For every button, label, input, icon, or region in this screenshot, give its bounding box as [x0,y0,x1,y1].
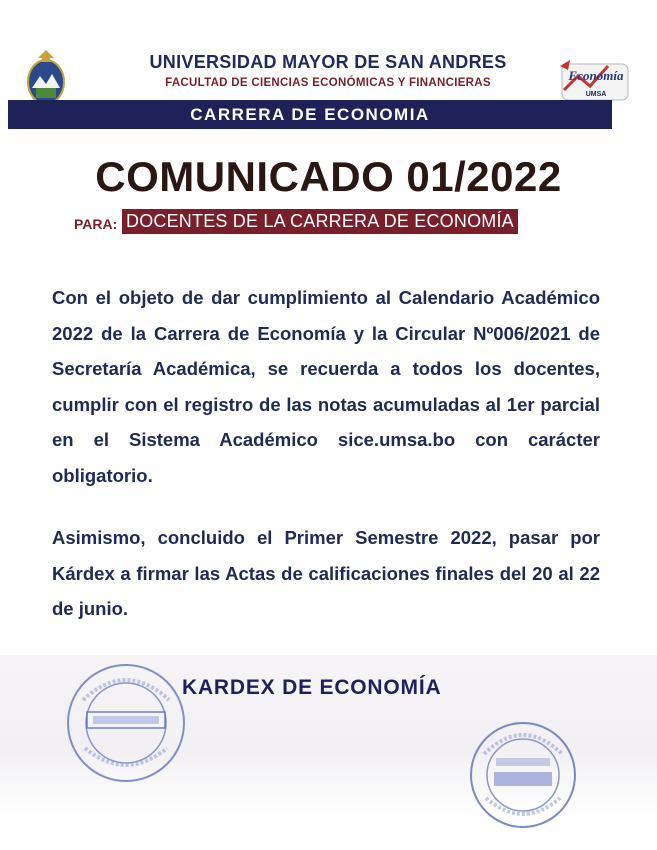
body-paragraph-1: Con el objeto de dar cumplimiento al Calendario Académico 2022 de la Carrera de Economía y la Circular Nº006/2021 de Secretaría Académica, se recuerda a todos los docentes, cumplir con el registro de las notas acumuladas al 1er parcial en el Sistema Académico sice.umsa.bo con carácter obligatorio. [52,287,600,486]
recipient-label: PARA: [74,216,118,232]
kardex-stamp-icon [466,718,580,832]
svg-text:Economía: Economía [568,68,624,83]
direccion-stamp-icon [63,660,189,786]
svg-text:UMSA: UMSA [585,91,607,98]
university-name: UNIVERSIDAD MAYOR DE SAN ANDRES [149,52,507,72]
notice-title: COMUNICADO 01/2022 [95,153,562,200]
recipient-value: DOCENTES DE LA CARRERA DE ECONOMÍA [122,209,518,234]
faculty-name: FACULTAD DE CIENCIAS ECONÓMICAS Y FINANCIERAS [165,77,491,89]
body-paragraph-2: Asimismo, concluido el Primer Semestre 2022, pasar por Kárdex a firmar las Actas de calificaciones finales del 20 al 22 de junio. [52,527,600,619]
career-band-title: CARRERA DE ECONOMIA [190,105,430,124]
signature-title: KARDEX DE ECONOMÍA [182,676,442,699]
